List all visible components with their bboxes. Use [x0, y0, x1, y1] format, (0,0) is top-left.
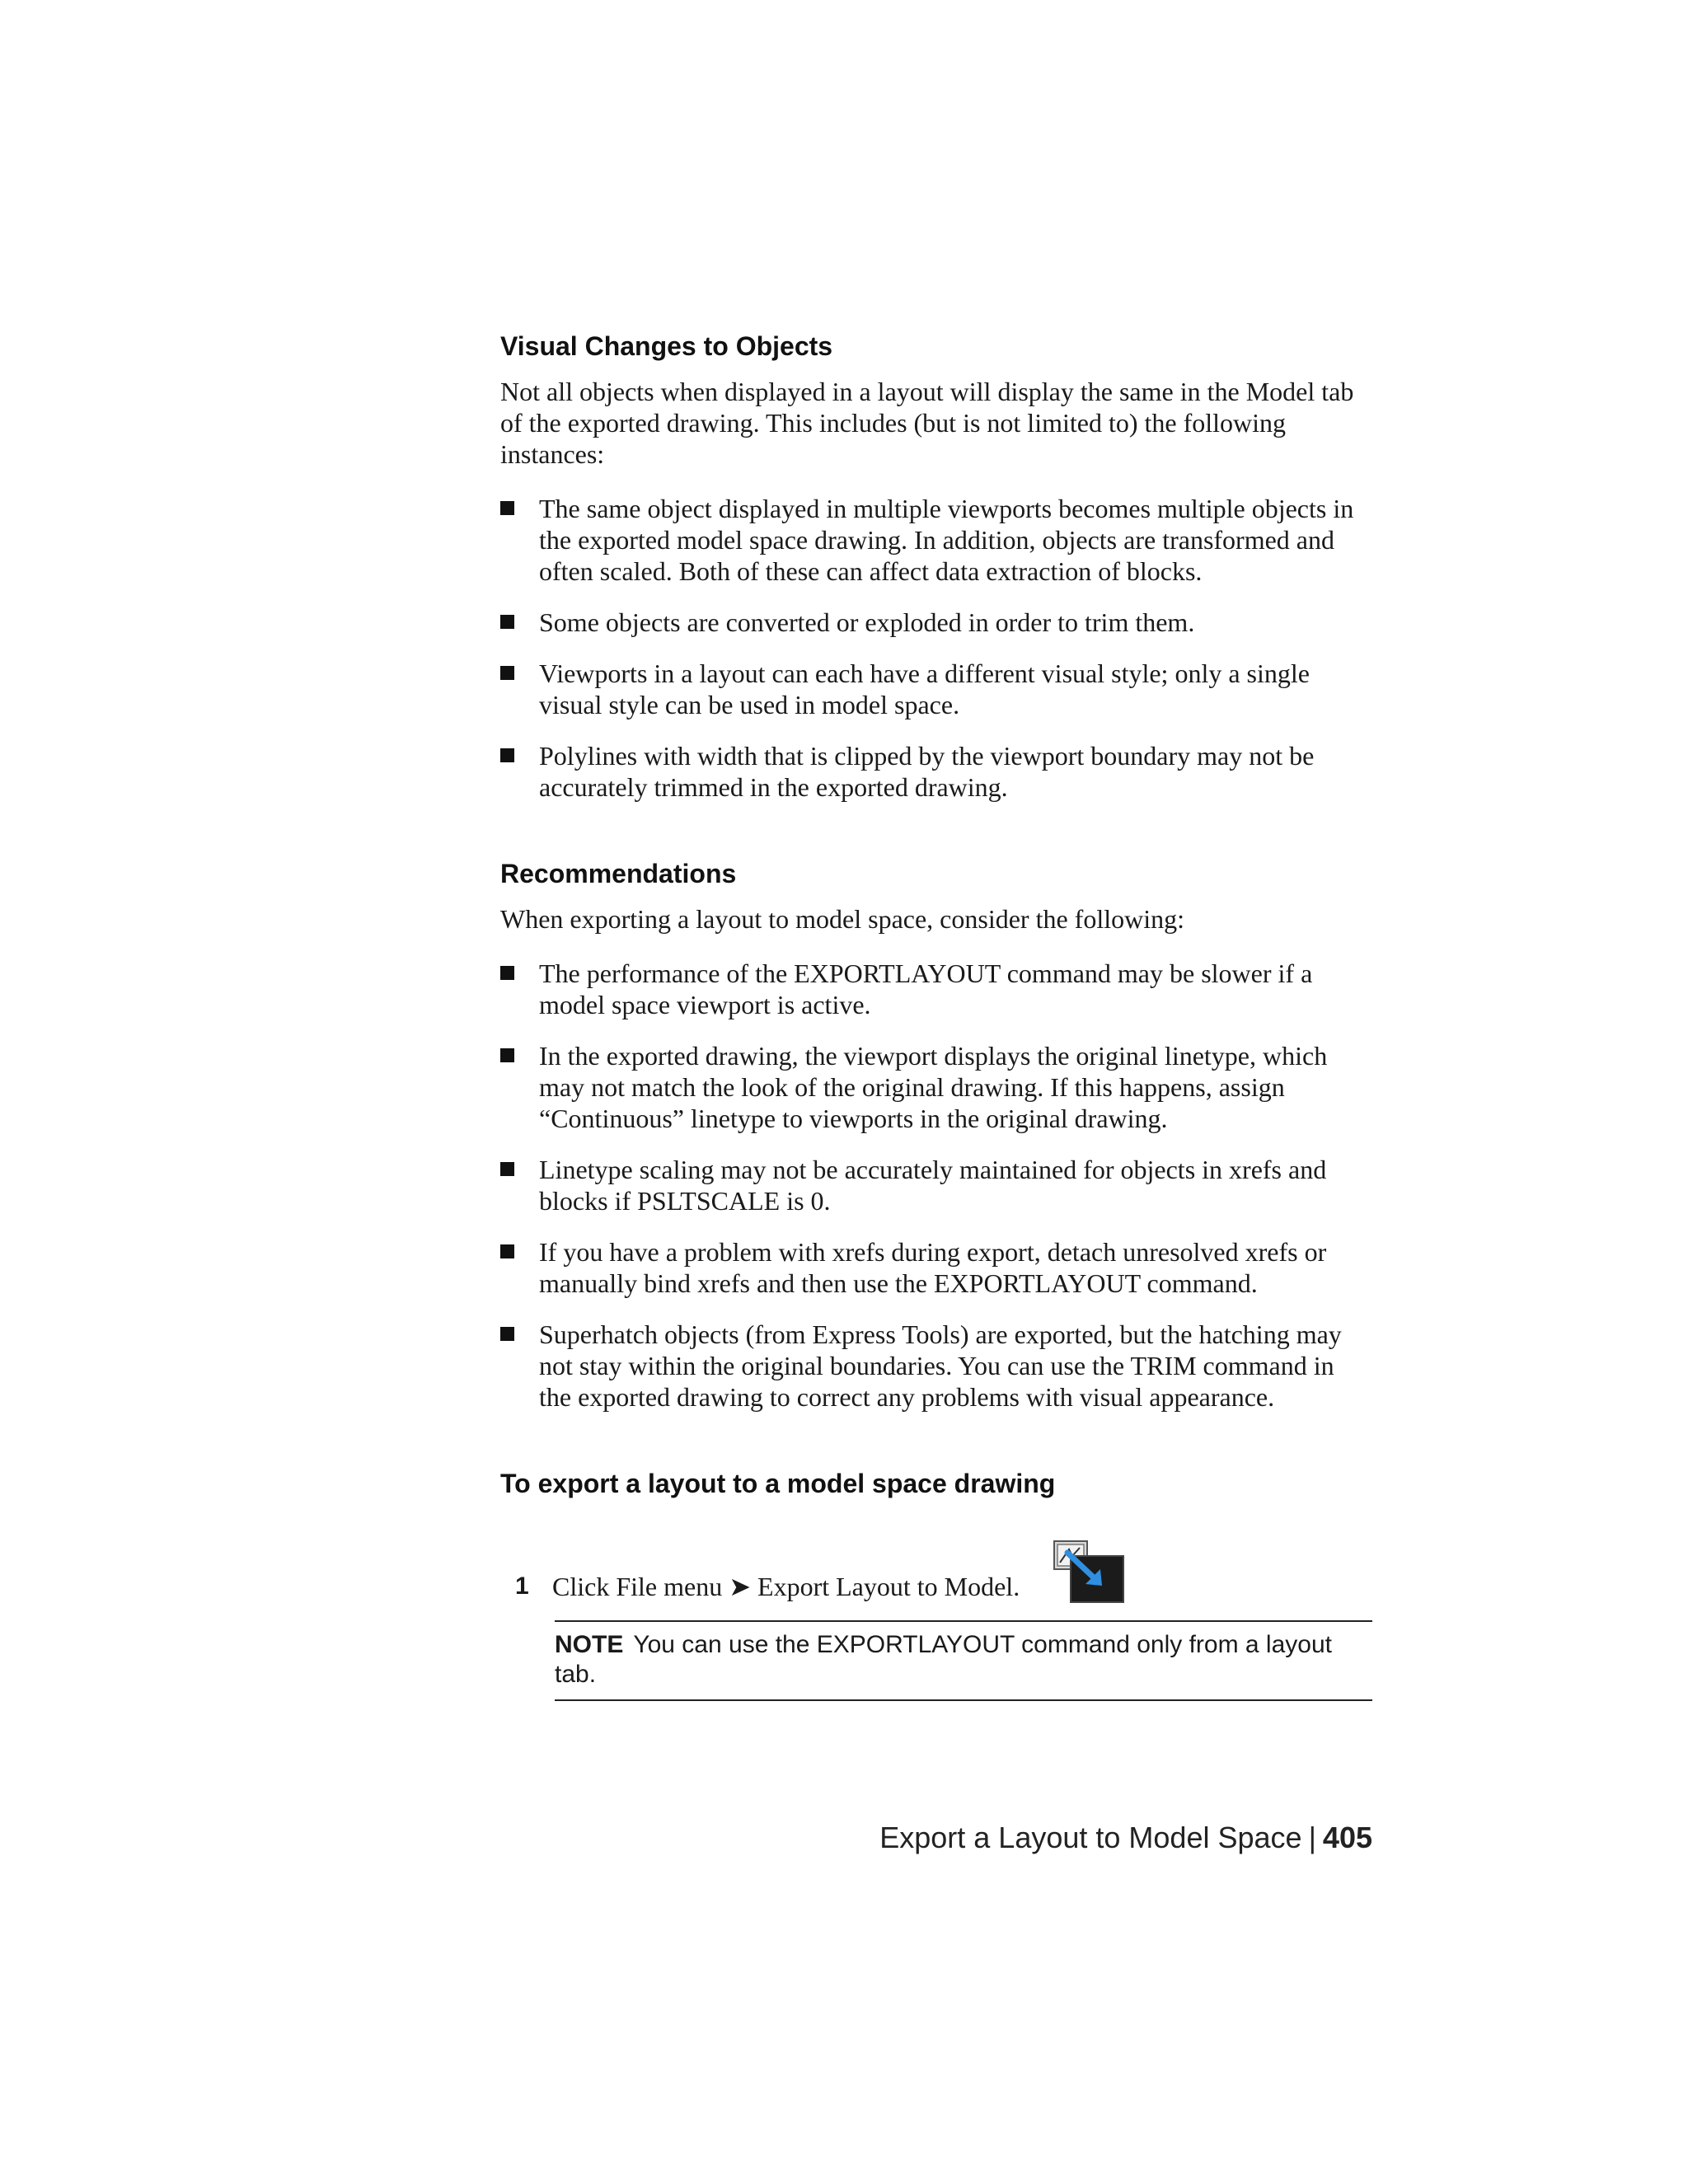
square-bullet-icon: [500, 666, 514, 680]
list-item-text: Superhatch objects (from Express Tools) are exported, but the hatching may not stay within the original boundaries. You can use the TRIM command in the exported drawing to correct any problems with visual appearance.: [539, 1319, 1342, 1412]
list-item: [500, 493, 1372, 587]
export-layout-to-model-icon: [1053, 1540, 1127, 1605]
list-item: [500, 1319, 1372, 1413]
square-bullet-icon: [500, 615, 514, 629]
square-bullet-icon: [500, 748, 514, 762]
list-item: [500, 1040, 1372, 1134]
list-item-text: Polylines with width that is clipped by the viewport boundary may not be accurately trimmed in the exported drawing.: [539, 741, 1315, 802]
square-bullet-icon: [500, 1327, 514, 1341]
section-intro-recommendations: When exporting a layout to model space, consider the following:: [500, 904, 1184, 934]
list-item-text: If you have a problem with xrefs during export, detach unresolved xrefs or manually bind xrefs and then use the EXPORTLAYOUT command.: [539, 1237, 1327, 1298]
note-box: [555, 1620, 1372, 1701]
section-heading-visual-changes: Visual Changes to Objects: [500, 331, 833, 361]
spacer: [500, 823, 1372, 857]
square-bullet-icon: [500, 1048, 514, 1062]
list-item-text: The same object displayed in multiple viewports becomes multiple objects in the exported model space drawing. In addition, objects are transformed and often scaled. Both of these can affect data extraction of blocks.: [539, 494, 1354, 586]
section-heading-recommendations: Recommendations: [500, 859, 737, 888]
list-item-text: The performance of the EXPORTLAYOUT command may be slower if a model space viewport is active.: [539, 958, 1313, 1019]
list-item: [500, 958, 1372, 1020]
square-bullet-icon: [500, 1162, 514, 1176]
list-item-text: Linetype scaling may not be accurately maintained for objects in xrefs and blocks if PSLTSCALE is 0.: [539, 1155, 1327, 1216]
list-item: [500, 740, 1372, 803]
spacer: [500, 1432, 1372, 1467]
list-item-text: Viewports in a layout can each have a different visual style; only a single visual style can be used in model space.: [539, 658, 1310, 719]
page-footer: [879, 1820, 1372, 1856]
section-intro-visual-changes: Not all objects when displayed in a layout will display the same in the Model tab of the exported drawing. This includes (but is not limited to) the following instances:: [500, 377, 1354, 469]
square-bullet-icon: [500, 1244, 514, 1258]
procedure-heading: To export a layout to a model space drawing: [500, 1469, 1056, 1498]
footer-separator: |: [1308, 1821, 1316, 1854]
list-item: [500, 1236, 1372, 1299]
list-item: [500, 607, 1372, 638]
step-number: 1: [515, 1572, 529, 1600]
footer-title: Export a Layout to Model Space: [879, 1821, 1302, 1854]
bullet-list-visual-changes: [500, 493, 1372, 803]
page-content: [500, 330, 1372, 1701]
list-item: [500, 658, 1372, 720]
list-item: [500, 1154, 1372, 1216]
bullet-list-recommendations: [500, 958, 1372, 1413]
page-number: 405: [1322, 1821, 1372, 1854]
note-text: You can use the EXPORTLAYOUT command only from a layout tab.: [555, 1631, 1332, 1688]
square-bullet-icon: [500, 966, 514, 980]
step-text: Click File menu ➤ Export Layout to Model.: [552, 1572, 1020, 1601]
procedure-step: [500, 1540, 1372, 1605]
square-bullet-icon: [500, 501, 514, 515]
list-item-text: In the exported drawing, the viewport displays the original linetype, which may not match the look of the original drawing. If this happens, assign “Continuous” linetype to viewports in the original drawing.: [539, 1041, 1328, 1133]
note-label: NOTE: [555, 1631, 624, 1658]
list-item-text: Some objects are converted or exploded in order to trim them.: [539, 607, 1195, 637]
